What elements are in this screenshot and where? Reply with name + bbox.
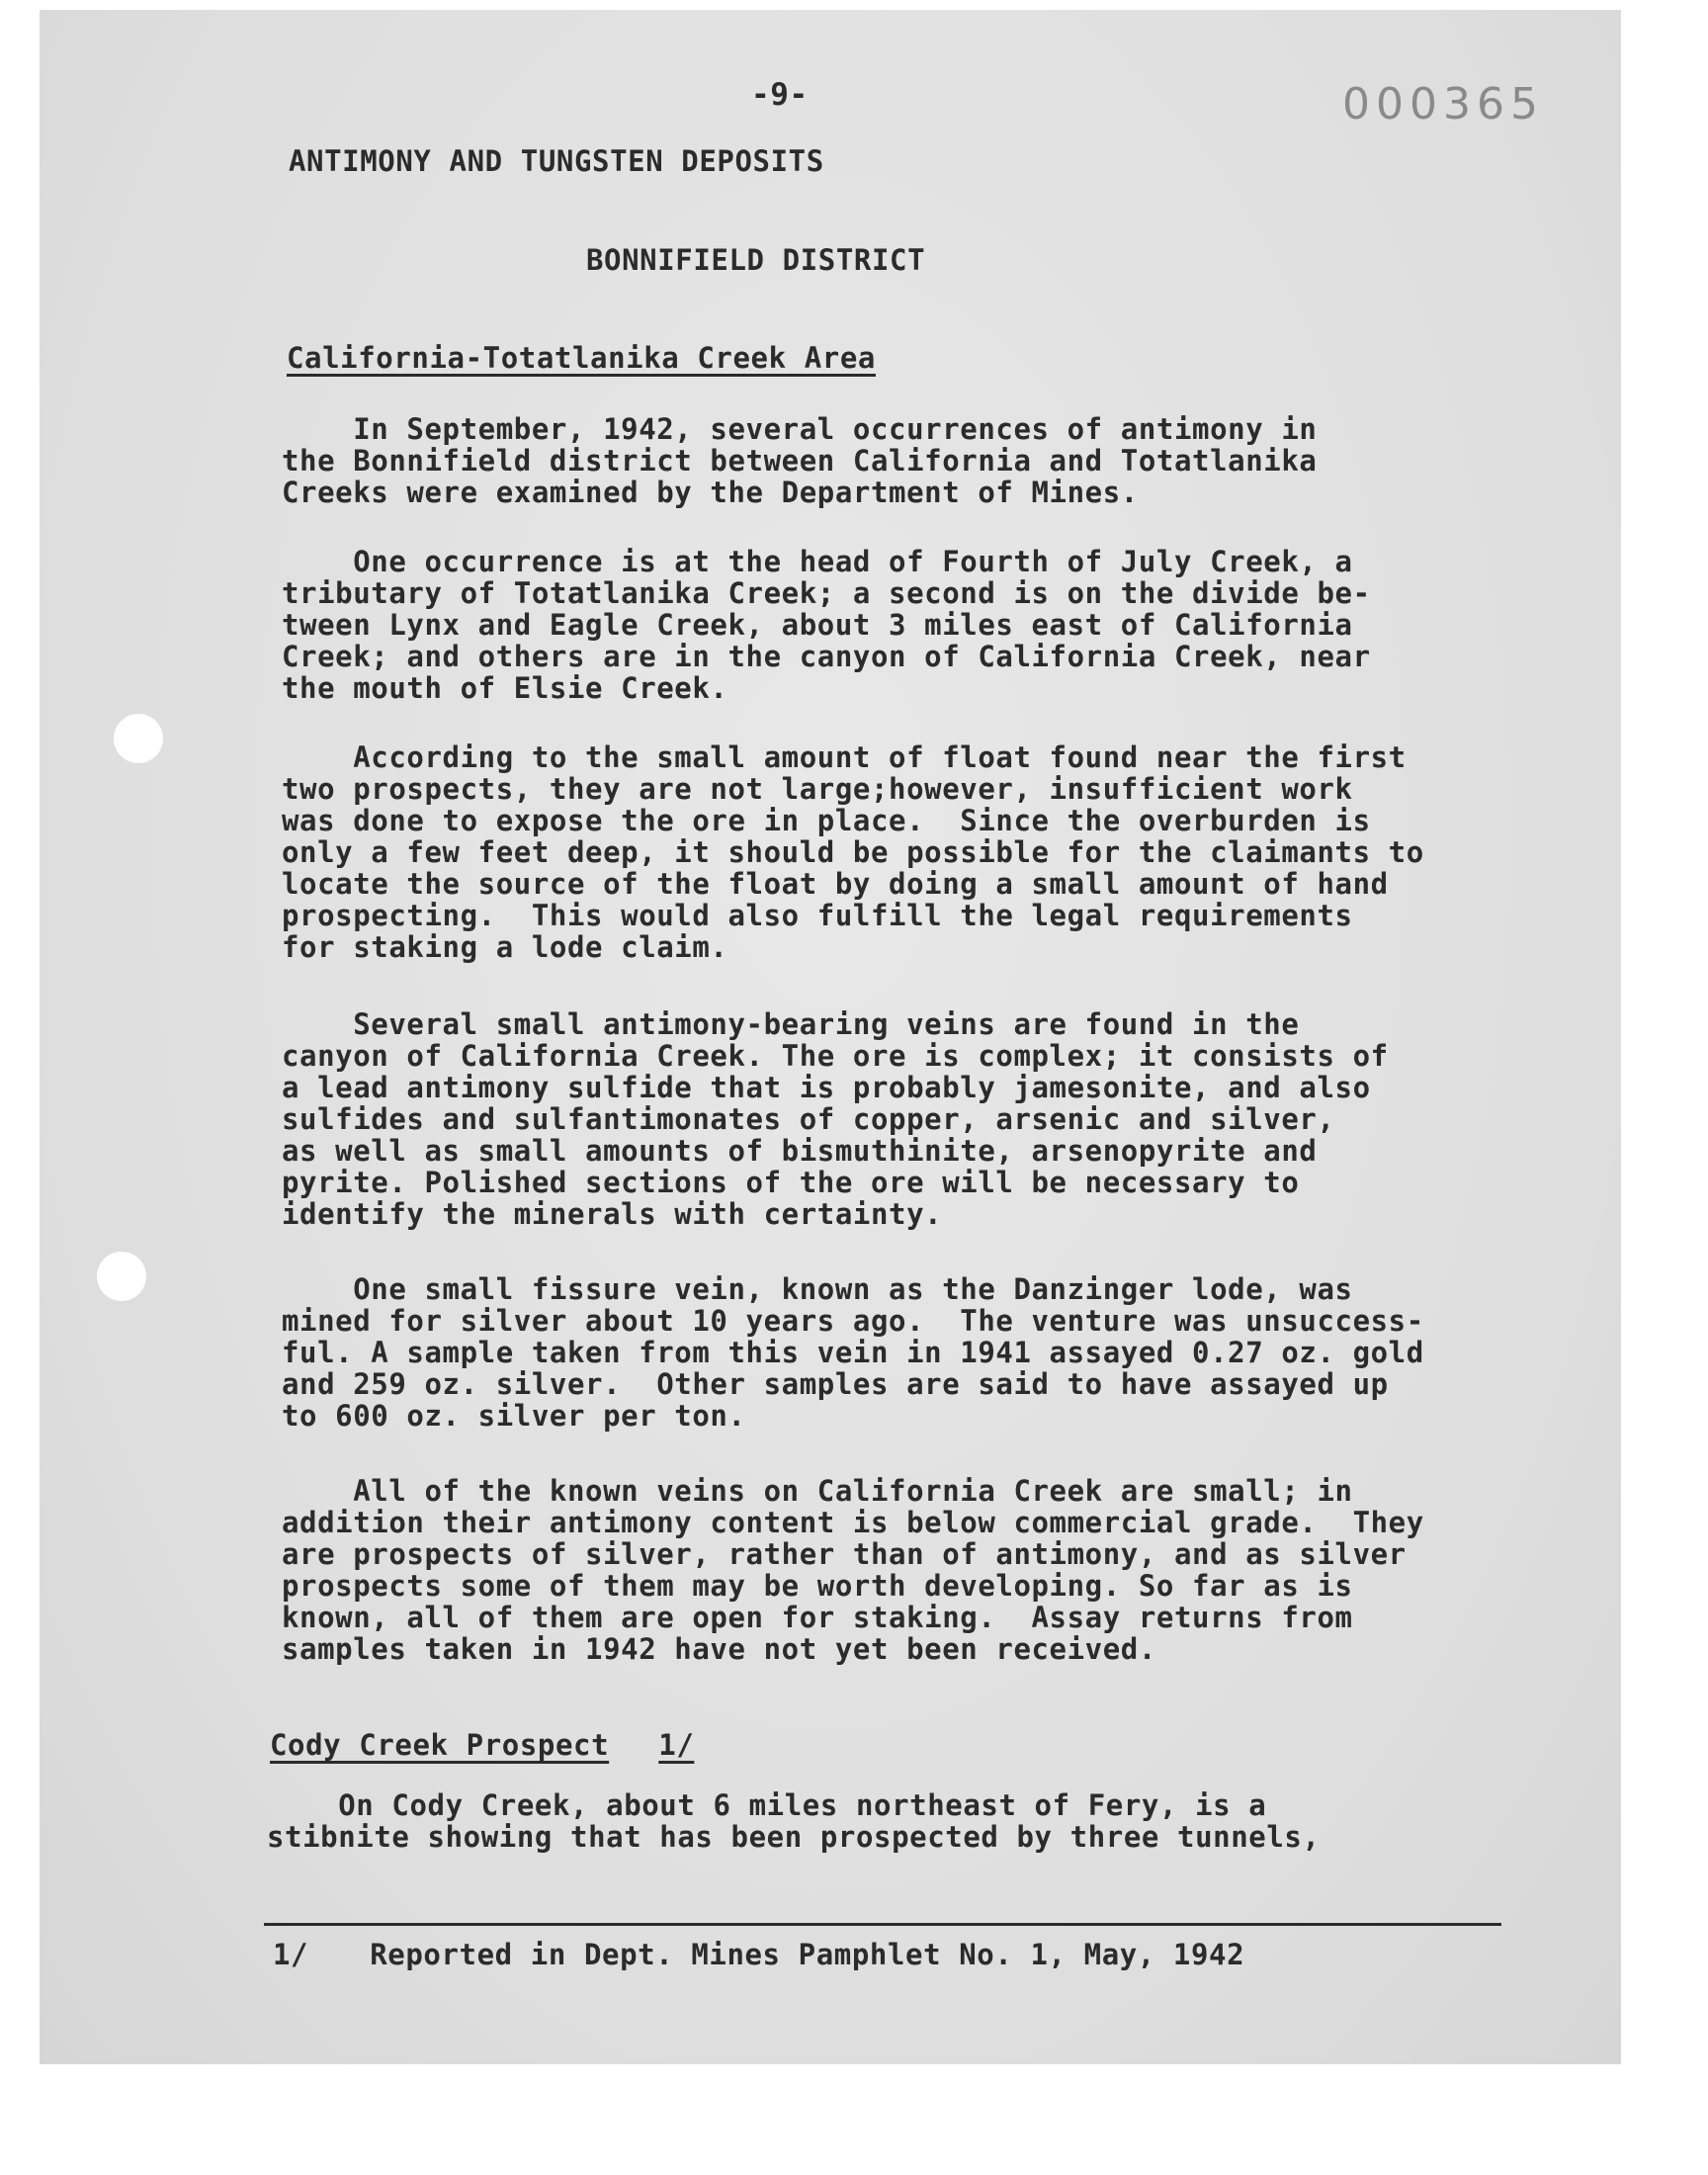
paragraph: All of the known veins on California Creek are small; in addition their antimony content is below commercial grade. They are prospects of silver, rather than of antimony, and as silver prospects some of them may be worth developing. So far as is known, all of them are open for staking. Assay returns from samples taken in 1942 have not yet been received. bbox=[282, 1474, 1424, 1666]
punch-hole-upper bbox=[114, 714, 163, 763]
page-number: -9- bbox=[751, 77, 809, 113]
section-heading-text: Cody Creek Prospect bbox=[270, 1728, 610, 1762]
footnote bbox=[273, 1938, 1244, 1971]
paragraph: According to the small amount of float found near the first two prospects, they are not large;however, insufficient work was done to expose the ore in place. Since the overburden is only a few feet deep, it should be possible for the claimants to locate the source of the float by doing a small amount of hand prospecting. This would also fulfill the legal requirements for staking a lode claim. bbox=[282, 740, 1424, 964]
stamp-number: 000365 bbox=[1342, 79, 1544, 130]
punch-hole-lower bbox=[97, 1252, 146, 1301]
paragraph: In September, 1942, several occurrences of antimony in the Bonnifield district between California and Totatlanika Creeks were examined by the Department of Mines. bbox=[282, 412, 1318, 509]
paragraph: One occurrence is at the head of Fourth of July Creek, a tributary of Totatlanika Creek; a second is on the divide be- tween Lynx and Eagle Creek, about 3 miles east of California Creek; and others are in the canyon of California Creek, near the mouth of Elsie Creek. bbox=[282, 545, 1371, 705]
paragraph: Several small antimony-bearing veins are found in the canyon of California Creek. The ore is complex; it consists of a lead antimony sulfide that is probably jamesonite, and also sulfides and sulfantimonates of copper, arsenic and silver, as well as small amounts of bismuthinite, arsenopyrite and pyrite. Polished sections of the ore will be necessary to identify the minerals with certainty. bbox=[282, 1007, 1389, 1231]
footnote-marker: 1/ bbox=[273, 1938, 309, 1971]
section-heading-california-totatlanika: California-Totatlanika Creek Area bbox=[287, 341, 876, 375]
paragraph: One small fissure vein, known as the Danzinger lode, was mined for silver about 10 years ago. The venture was unsuccess- ful. A sample taken from this vein in 1941 assayed 0.27 oz. gold and 259 oz. silver. Other samples are said to have assayed up to 600 oz. silver per ton. bbox=[282, 1272, 1424, 1433]
document-title: ANTIMONY AND TUNGSTEN DEPOSITS bbox=[289, 144, 824, 178]
footnote-text: Reported in Dept. Mines Pamphlet No. 1, May, 1942 bbox=[370, 1938, 1245, 1971]
footnote-reference: 1/ bbox=[658, 1728, 695, 1762]
footnote-divider bbox=[264, 1923, 1501, 1926]
paragraph: On Cody Creek, about 6 miles northeast of Fery, is a stibnite showing that has been prospected by three tunnels, bbox=[267, 1788, 1321, 1854]
section-heading-cody-creek bbox=[270, 1728, 694, 1762]
district-heading: BONNIFIELD DISTRICT bbox=[586, 243, 926, 277]
